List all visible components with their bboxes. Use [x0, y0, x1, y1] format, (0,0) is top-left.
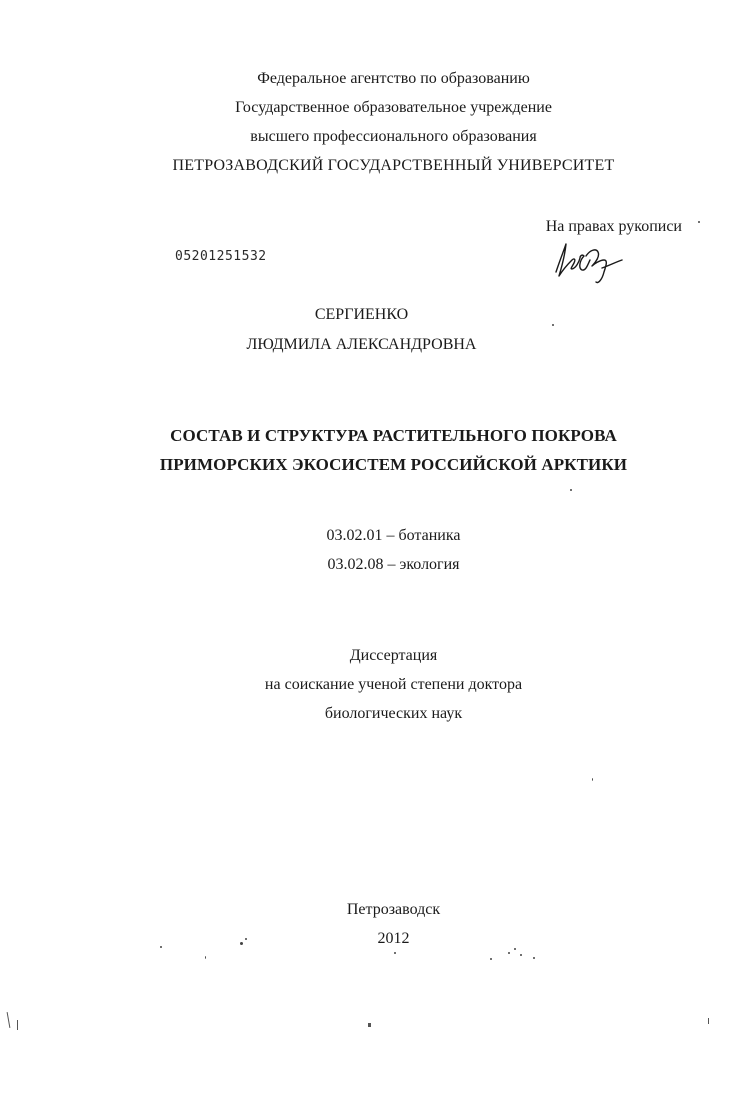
scan-speck	[508, 952, 510, 954]
scan-speck	[552, 324, 554, 326]
dissertation-title-line-2: ПРИМОРСКИХ ЭКОСИСТЕМ РОССИЙСКОЙ АРКТИКИ	[159, 455, 628, 474]
scan-speck	[394, 952, 396, 954]
scan-mark	[368, 1023, 371, 1027]
scan-speck	[570, 489, 572, 491]
scan-mark	[17, 1020, 18, 1030]
scan-speck	[490, 958, 492, 960]
specialty-ecology: 03.02.08 – экология	[327, 556, 460, 573]
header-education-level: высшего профессионального образования	[250, 128, 537, 145]
header-agency: Федеральное агентство по образованию	[257, 70, 530, 87]
scan-speck	[514, 948, 516, 950]
scan-speck	[698, 221, 700, 223]
header-university: ПЕТРОЗАВОДСКИЙ ГОСУДАРСТВЕННЫЙ УНИВЕРСИТЕТ	[172, 157, 615, 174]
scan-speck	[240, 942, 243, 945]
scan-speck	[245, 938, 247, 940]
author-surname: СЕРГИЕНКО	[314, 306, 409, 323]
scan-speck	[520, 954, 522, 956]
scan-speck	[160, 946, 162, 948]
library-code: 05201251532	[175, 249, 267, 264]
publication-year: 2012	[377, 930, 410, 947]
document-type: Диссертация	[349, 647, 438, 664]
scan-mark	[708, 1018, 709, 1024]
author-name: ЛЮДМИЛА АЛЕКСАНДРОВНА	[246, 336, 477, 353]
degree-purpose: на соискание ученой степени доктора	[264, 676, 523, 693]
scan-speck	[533, 957, 535, 959]
scan-speck	[205, 956, 206, 959]
header-institution-type: Государственное образовательное учреждение	[235, 99, 552, 116]
dissertation-title-line-1: СОСТАВ И СТРУКТУРА РАСТИТЕЛЬНОГО ПОКРОВА	[170, 426, 617, 445]
manuscript-rights-note: На правах рукописи	[545, 218, 682, 235]
degree-field: биологических наук	[324, 705, 463, 722]
scan-mark	[7, 1012, 11, 1028]
specialty-botany: 03.02.01 – ботаника	[326, 527, 461, 544]
publication-city: Петрозаводск	[346, 901, 441, 918]
handwritten-signature	[546, 238, 636, 288]
scan-speck	[592, 778, 593, 781]
